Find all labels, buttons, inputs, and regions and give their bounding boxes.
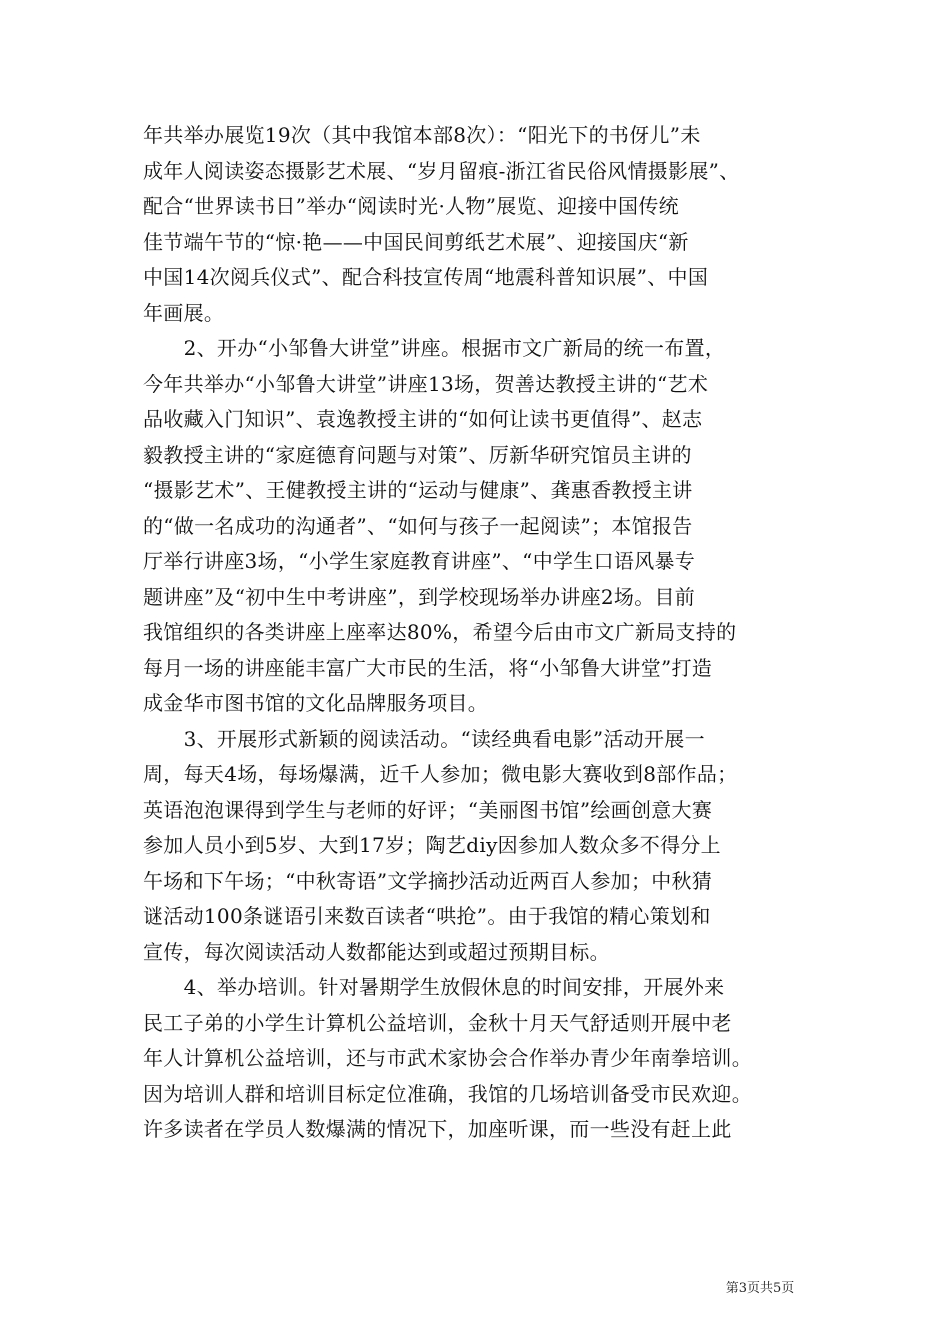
text-line: 许多读者在学员人数爆满的情况下，加座听课，而一些没有赶上此: [143, 1117, 732, 1141]
text-line: 题讲座”及“初中生中考讲座”，到学校现场举办讲座2场。目前: [143, 584, 696, 609]
text-line: 参加人员小到5岁、大到17岁；陶艺diy因参加人数众多不得分上: [143, 833, 721, 857]
text-line: 午场和下午场；“中秋寄语”文学摘抄活动近两百人参加；中秋猜: [143, 868, 713, 893]
text-line: 周，每天4场，每场爆满，近千人参加；微电影大赛收到8部作品；: [143, 762, 738, 786]
text-line: 成年人阅读姿态摄影艺术展、“岁月留痕-浙江省民俗风情摄影展”、: [143, 158, 740, 183]
text-line: “摄影艺术”、王健教授主讲的“运动与健康”、龚惠香教授主讲: [143, 478, 693, 502]
text-line: 厅举行讲座3场，“小学生家庭教育讲座”、“中学生口语风暴专: [143, 549, 696, 573]
text-line: 我馆组织的各类讲座上座率达80%，希望今后由市文广新局支持的: [143, 620, 737, 644]
text-line: 4、举办培训。针对暑期学生放假休息的时间安排，开展外来: [143, 975, 725, 999]
text-line: 年共举办展览19次（其中我馆本部8次）：“阳光下的书伢儿”未: [143, 123, 701, 147]
page-number: 第3页共5页: [725, 1281, 795, 1296]
text-line: 佳节端午节的“惊·艳——中国民间剪纸艺术展”、迎接国庆“新: [143, 229, 689, 254]
text-line: 中国14次阅兵仪式”、配合科技宣传周“地震科普知识展”、中国: [143, 265, 709, 289]
text-line: 毅教授主讲的“家庭德育问题与对策”、厉新华研究馆员主讲的: [143, 442, 692, 467]
text-line: 今年共举办“小邹鲁大讲堂”讲座13场，贺善达教授主讲的“艺术: [143, 371, 709, 396]
text-line: 配合“世界读书日”举办“阅读时光·人物”展览、迎接中国传统: [143, 194, 679, 218]
text-line: 成金华市图书馆的文化品牌服务项目。: [143, 691, 489, 715]
body-text: [143, 118, 808, 1148]
text-line: 的“做一名成功的沟通者”、“如何与孩子一起阅读”；本馆报告: [143, 513, 693, 538]
text-line: 谜活动100条谜语引来数百读者“哄抢”。由于我馆的精心策划和: [143, 904, 711, 928]
text-line: 年人计算机公益培训，还与市武术家协会合作举办青少年南拳培训。: [143, 1046, 752, 1070]
text-line: 因为培训人群和培训目标定位准确，我馆的几场培训备受市民欢迎。: [143, 1081, 752, 1106]
text-line: 每月一场的讲座能丰富广大市民的生活，将“小邹鲁大讲堂”打造: [143, 655, 713, 680]
text-line: 年画展。: [143, 300, 225, 325]
text-line: 品收藏入门知识”、袁逸教授主讲的“如何让读书更值得”、赵志: [143, 407, 703, 431]
text-line: 3、开展形式新颖的阅读活动。“读经典看电影”活动开展一: [143, 726, 705, 751]
text-line: 英语泡泡课得到学生与老师的好评；“美丽图书馆”绘画创意大赛: [143, 797, 713, 822]
text-line: 宣传，每次阅读活动人数都能达到或超过预期目标。: [143, 939, 610, 964]
text-line: 民工子弟的小学生计算机公益培训，金秋十月天气舒适则开展中老: [143, 1010, 732, 1035]
text-line: 2、开办“小邹鲁大讲堂”讲座。根据市文广新局的统一布置，: [143, 336, 726, 360]
